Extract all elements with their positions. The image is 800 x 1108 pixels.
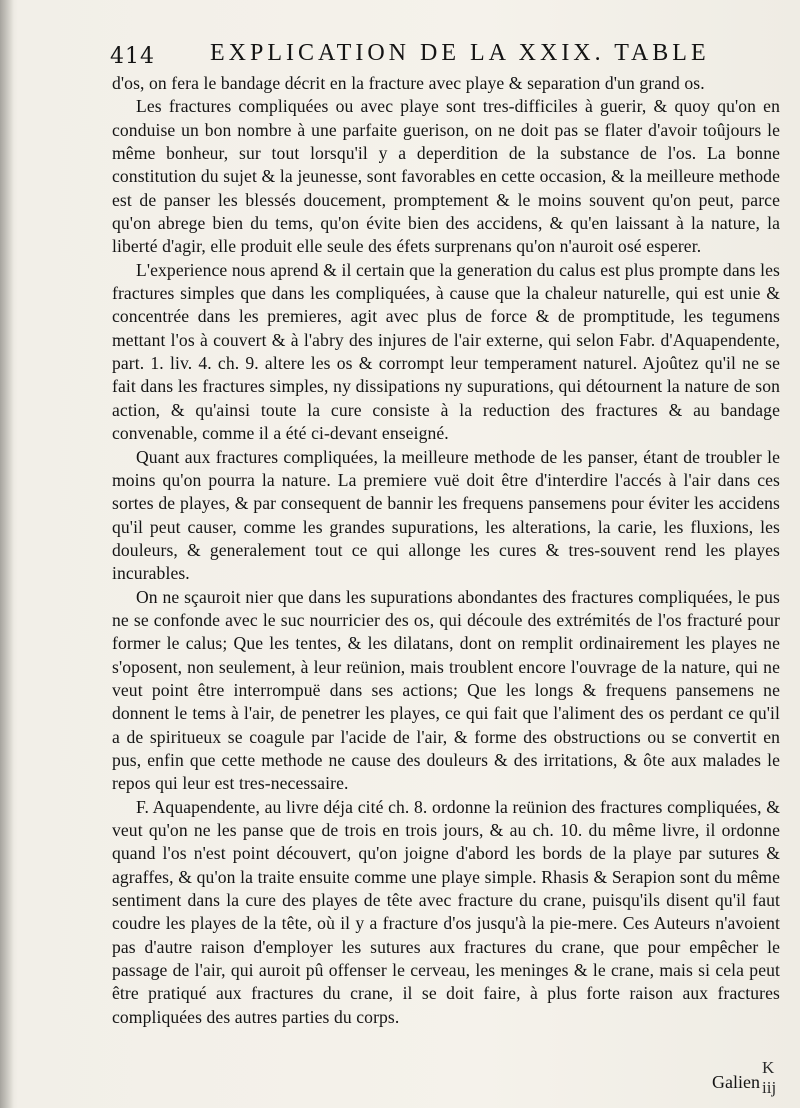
paragraph: F. Aquapendente, au livre déja cité ch. 8. ordonne la reünion des fractures compliquées, & veut qu'on ne les panse que de trois en trois jours, & au ch. 10. du même livre, il ordonne quand l'os n'est point découvert, qu'on joigne d'abord les bords de la playe par sutures & agraffes, & qu'on la traite ensuite comme une playe simple. Rhasis & Serapion sont du même sentiment dans la cure des playes de tête avec fracture du crane, puisqu'ils disent qu'il faut coudre les playes de la tête, où il y a fracture d'os jusqu'à la pie-mere. Ces Auteurs n'avoient pas d'autre raison d'employer les sutures aux fractures du crane, que pour empêcher le passage de l'air, qui auroit pû offenser le cerveau, les meninges & le crane, mais si cela peut être pratiqué aux fractures du crane, il se doit faire, à plus forte raison aux fractures compliquées des autres parties du corps. [112, 796, 780, 1027]
gutter-shadow [0, 0, 14, 1108]
paragraph: On ne sçauroit nier que dans les supurations abondantes des fractures compliquées, le pus ne se confonde avec le suc nourricier des os, qui découle des extrémités de l'os fracturé pour former le calus; Que les tentes, & les dilatans, dont on remplit ordinairement les playes ne s'oposent, non seulement, à leur reünion, mais troublent encore l'ouvrage de la nature, qui ne veut point être interrompuë dans ses actions; Que les longs & frequens pansemens ne donnent le tems à l'air, de penetrer les playes, ce qui fait que l'aliment des os perdant ce qu'il a de spiritueux se coagule par l'acide de l'air, & forme des obstructions ou se convertit en pus, enfin que cette methode ne cause des douleurs & des irritations, & ôte aux malades le repos qui leur est tres-necessaire. [112, 586, 780, 794]
running-title: EXPLICATION DE LA XXIX. TABLE [210, 40, 710, 66]
signature-mark: K iij [762, 1058, 777, 1097]
paragraph: L'experience nous aprend & il certain que la generation du calus est plus prompte dans les fractures simples que dans les compliquées, à cause que la chaleur naturelle, qui est unie & concentrée dans les premieres, agit avec plus de force & de promptitude, les tegumens mettant l'os à couvert & à l'abry des injures de l'air externe, qui selon Fabr. d'Aquapendente, part. 1. liv. 4. ch. 9. altere les os & corrompt leur temperament naturel. Ajoûtez qu'il ne se fait dans les fractures simples, ny dissipations ny supurations, qui détournent la nature de son action, & qu'ainsi toute la cure consiste à la reduction des fractures & au bandage convenable, comme il a été ci-devant enseigné. [112, 259, 780, 444]
paragraph: Les fractures compliquées ou avec playe sont tres-difficiles à guerir, & quoy qu'on en conduise un bon nombre à une parfaite guerison, on ne doit pas se flater d'avoir toûjours le même bonheur, sur tout lorsqu'il y a deperdition de la substance de l'os. La bonne constitution du sujet & la jeunesse, sont favorables en cette occasion, & la meilleure methode est de panser les blessés doucement, promptement & le moins souvent qu'on peut, parce qu'on abrege bien du tems, qu'on évite bien des accidens, & qu'en laissant à la nature, la liberté d'agir, elle produit elle seule des éfets surprenans qu'on n'auroit osé esperer. [112, 96, 780, 257]
paragraph: Quant aux fractures compliquées, la meilleure methode de les panser, étant de troubler le moins qu'on pourra la nature. La premiere vuë doit être d'interdire l'accés à l'air dans ces sortes de playes, & par consequent de bannir les frequens pansemens pour éviter les accidens qu'il peut causer, comme les grandes supurations, les alterations, la carie, les fluxions, les douleurs, & generalement tout ce qui allonge les cures & tres-souvent rend les playes incurables. [112, 446, 780, 584]
page-header [110, 40, 760, 70]
paragraph-continuation: d'os, on fera le bandage décrit en la fracture avec playe & separation d'un grand os. [112, 73, 705, 93]
page-footer [112, 1058, 777, 1098]
page-number: 414 [110, 44, 155, 69]
catchword: Galien [712, 1072, 760, 1092]
body-text [112, 72, 780, 1029]
